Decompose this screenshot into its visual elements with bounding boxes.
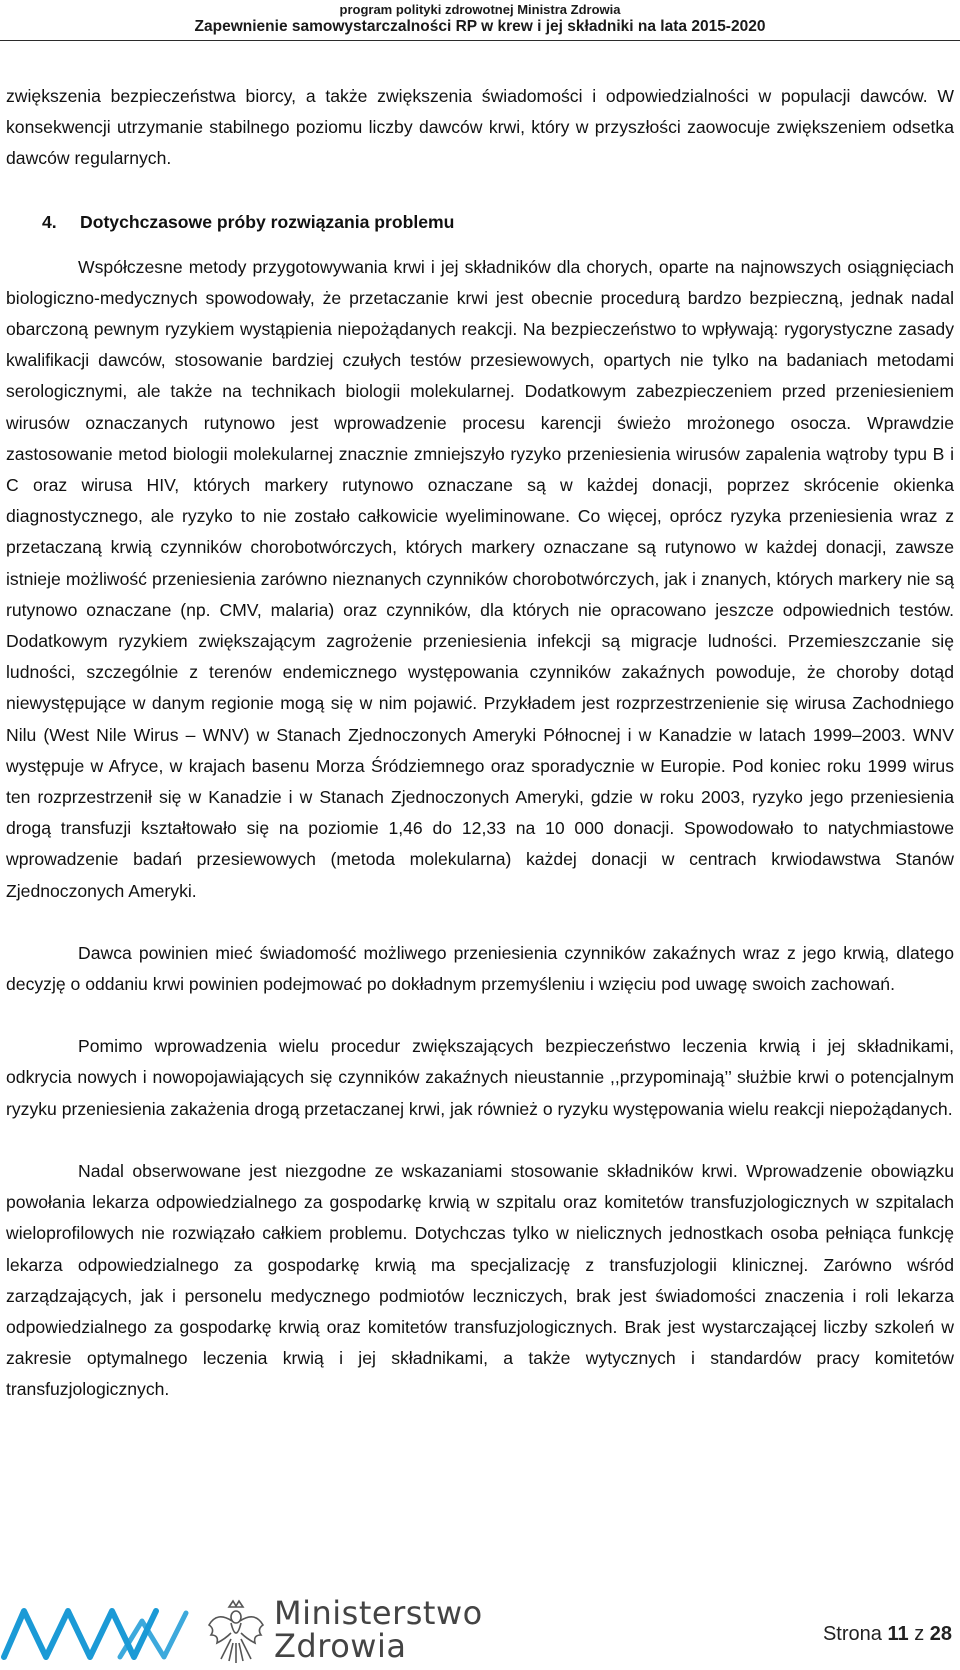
section-number: 4. xyxy=(42,211,57,232)
page-prefix: Strona xyxy=(822,1623,882,1645)
document-body xyxy=(6,81,954,1406)
page-current: 11 xyxy=(887,1623,909,1645)
intro-paragraph: zwiększenia bezpieczeństwa biorcy, a także zwiększenia świadomości i odpowiedzialności w populacji dawców. W konsekwencji utrzymanie stabilnego poziomu liczby dawców krwi, który w przyszłości zaowocuje zwiększeniem odsetka dawców regularnych. xyxy=(6,86,954,169)
header-program-line: program polityki zdrowotnej Ministra Zdrowia xyxy=(339,2,621,17)
paragraph-2: Dawca powinien mieć świadomość możliwego przeniesienia czynników zakaźnych wraz z jego krwią, dlatego decyzję o oddaniu krwi powinien podejmować po dokładnym przemyśleniu i wzięciu pod uwagę swoich zachowań. xyxy=(6,942,954,995)
page-header xyxy=(0,0,960,36)
page-separator: z xyxy=(914,1623,925,1645)
logo-line-2: Zdrowia xyxy=(274,1627,407,1665)
ministry-logo-text xyxy=(274,1594,483,1665)
page-total: 28 xyxy=(929,1623,952,1645)
paragraph-1: Współczesne metody przygotowywania krwi i jej składników dla chorych, oparte na najnowszych osiągnięciach biologiczno-medycznych spowodowały, że przetaczanie krwi jest obecnie procedurą bardzo bezpieczną, jednak nadal obarczoną pewnym ryzykiem wystąpienia niepożądanych reakcji. Na bezpieczeństwo to wpływają: rygorystyczne zasady kwalifikacji dawców, stosowanie bardziej czułych testów przesiewowych, opartych nie tylko na badaniach metodami serologicznymi, ale także na technikach biologii molekularnej. Dodatkowym zabezpieczeniem przed przeniesieniem wirusów oznaczanych rutynowo jest wprowadzenie procesu karencji świeżo mrożonego osocza. Wprawdzie zastosowanie metod biologii molekularnej znacznie zmniejszyło ryzyko przeniesienia wirusów zapalenia wątroby typu B i C oraz wirusa HIV, których markery rutynowo oznaczane są w każdej donacji, poprzez skrócenie okienka diagnostycznego, ale ryzyko to nie zostało całkowicie wyeliminowane. Co więcej, oprócz ryzyka przeniesienia wraz z przetaczaną krwią czynników chorobotwórczych, których markery oznaczane są rutynowo w każdej donacji, zawsze istnieje możliwość przeniesienia zarówno nieznanych czynników chorobotwórczych, jak i znanych, których markery nie są rutynowo oznaczane (np. CMV, malaria) oraz czynników, dla których nie opracowano jeszcze odpowiednich testów. Dodatkowym ryzykiem zwiększającym zagrożenie przeniesienia infekcji są migracje ludności. Przemieszczanie się ludności, szczególnie z terenów endemicznego występowania czynników zakaźnych powoduje, że choroby dotąd niewystępujące w danym regionie mogą się w nim pojawić. Przykładem jest rozprzestrzenienie się wirusa Zachodniego Nilu (West Nile Wirus – WNV) w Stanach Zjednoczonych Ameryki Północnej i w Kanadzie w latach 1999–2003. WNV występuje w Afryce, w krajach basenu Morza Śródziemnego oraz sporadycznie w Europie. Pod koniec roku 1999 wirus ten rozprzestrzenił się w Kanadzie i w Stanach Zjednoczonych Ameryki, gdzie w roku 2003, ryzyko jego przeniesienia drogą transfuzji kształtowało się na poziomie 1,46 do 12,33 na 10 000 donacji. Spowodowało to natychmiastowe wprowadzenie badań przesiewowych (metoda molekularna) każdej donacji w centrach krwiodawstwa Stanów Zjednoczonych Ameryki. xyxy=(6,256,954,901)
paragraph-4: Nadal obserwowane jest niezgodne ze wskazaniami stosowanie składników krwi. Wprowadzenie obowiązku powołania lekarza odpowiedzialnego za gospodarkę krwią w szpitalu oraz komitetów transfuzjologicznych w szpitalach wieloprofilowych nie rozwiązało całkiem problemu. Dotychczas tylko w nielicznych jednostkach osoba pełniąca funkcję lekarza odpowiedzialnego za gospodarkę krwią ma specjalizację z transfuzjologii klinicznej. Zarówno wśród zarządzających, jak i personelu medycznego podmiotów leczniczych, brak jest świadomości znaczenia i roli lekarza odpowiedzialnego za gospodarkę krwią oraz komitetów transfuzjologicznych. Brak jest wystarczającej liczby szkoleń w zakresie optymalnego leczenia krwią i jej składnikami, a także wytycznych i standardów pracy komitetów transfuzjologicznych. xyxy=(6,1160,954,1400)
section-title: Dotychczasowe próby rozwiązania problemu xyxy=(80,211,455,232)
page-footer xyxy=(0,1595,960,1670)
section-heading xyxy=(6,207,954,238)
polish-eagle-emblem-icon xyxy=(205,1599,267,1665)
logo-line-1: Ministerstwo xyxy=(274,1594,483,1632)
ministry-logo-waves-icon xyxy=(0,1599,200,1663)
header-title-line: Zapewnienie samowystarczalności RP w krew i jej składniki na lata 2015-2020 xyxy=(194,18,766,35)
page-number xyxy=(823,1623,952,1646)
paragraph-3: Pomimo wprowadzenia wielu procedur zwiększających bezpieczeństwo leczenia krwią i jej składnikami, odkrycia nowych i nowopojawiających się czynników zakaźnych nieustannie ,,przypominają’’ służbie krwi o potencjalnym ryzyku przeniesienia zakażenia drogą przetaczanej krwi, jak również o ryzyku występowania wielu reakcji niepożądanych. xyxy=(6,1036,954,1119)
header-divider xyxy=(0,40,960,41)
